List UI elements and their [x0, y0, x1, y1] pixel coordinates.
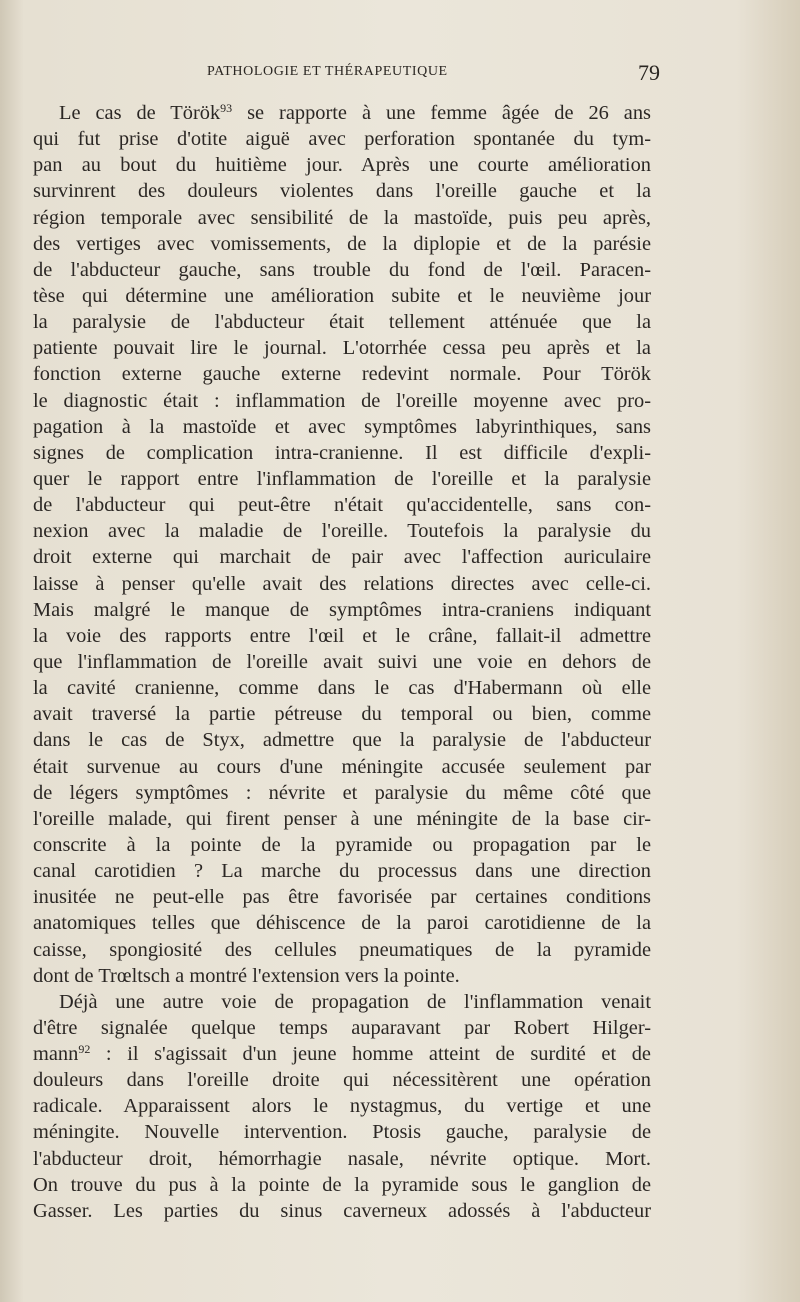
text-line	[33, 858, 651, 884]
line-text: canal carotidien ? La marche du processus dans une direction	[33, 860, 651, 883]
text-line	[33, 989, 651, 1015]
line-text: Gasser. Les parties du sinus caverneux adossés à l'abducteur	[33, 1199, 651, 1222]
text-line	[33, 623, 651, 649]
text-line	[33, 832, 651, 858]
text-line	[33, 126, 651, 152]
text-line	[33, 361, 651, 387]
text-line	[33, 283, 651, 309]
text-line	[33, 597, 651, 623]
line-text: Déjà une autre voie de propagation de l'inflammation venait	[59, 990, 651, 1013]
line-text: radicale. Apparaissent alors le nystagmus, du vertige et une	[33, 1095, 651, 1118]
line-text: inusitée ne peut-elle pas être favorisée par certaines conditions	[33, 886, 651, 909]
line-text: conscrite à la pointe de la pyramide ou propagation par le	[33, 833, 651, 856]
line-text: droit externe qui marchait de pair avec l'affection auriculaire	[33, 546, 651, 569]
text-line	[33, 675, 651, 701]
text-line	[33, 1119, 651, 1145]
line-text: qui fut prise d'otite aiguë avec perforation spontanée du tym-	[33, 128, 651, 151]
line-text: mann	[33, 1043, 79, 1066]
text-line	[33, 937, 651, 963]
line-text: fonction externe gauche externe redevint normale. Pour Török	[33, 363, 651, 386]
line-text: de l'abducteur gauche, sans trouble du fond de l'œil. Paracen-	[33, 258, 651, 281]
text-line	[33, 727, 651, 753]
text-line	[33, 388, 651, 414]
line-text: que l'inflammation de l'oreille avait suivi une voie en dehors de	[33, 650, 651, 673]
line-text: la paralysie de l'abducteur était tellement atténuée que la	[33, 311, 651, 334]
line-text: pan au bout du huitième jour. Après une courte amélioration	[33, 154, 651, 177]
running-head	[0, 60, 800, 86]
line-text: nexion avec la maladie de l'oreille. Toutefois la paralysie du	[33, 520, 651, 543]
text-line	[33, 492, 651, 518]
text-line	[33, 780, 651, 806]
text-line	[33, 100, 651, 126]
text-line	[33, 335, 651, 361]
line-text: de légers symptômes : névrite et paralysie du même côté que	[33, 781, 651, 804]
text-line	[33, 466, 651, 492]
line-text: des vertiges avec vomissements, de la diplopie et de la parésie	[33, 232, 651, 255]
line-text: l'oreille malade, qui firent penser à une méningite de la base cir-	[33, 807, 651, 830]
line-text: dans le cas de Styx, admettre que la paralysie de l'abducteur	[33, 729, 651, 752]
line-text: douleurs dans l'oreille droite qui nécessitèrent une opération	[33, 1069, 651, 1092]
line-text: patiente pouvait lire le journal. L'otorrhée cessa peu après et la	[33, 337, 651, 360]
line-text: On trouve du pus à la pointe de la pyramide sous le ganglion de	[33, 1173, 651, 1196]
line-text: de l'abducteur qui peut-être n'était qu'accidentelle, sans con-	[33, 494, 651, 517]
line-text: le diagnostic était : inflammation de l'oreille moyenne avec pro-	[33, 389, 651, 412]
footnote-ref: 93	[220, 101, 233, 115]
line-text: avait traversé la partie pétreuse du temporal ou bien, comme	[33, 703, 651, 726]
line-text: survinrent des douleurs violentes dans l'oreille gauche et la	[33, 180, 651, 203]
line-text: anatomiques telles que déhiscence de la paroi carotidienne de la	[33, 912, 651, 935]
body-text	[33, 100, 651, 1224]
line-text: la cavité cranienne, comme dans le cas d'Habermann où elle	[33, 677, 651, 700]
text-line	[33, 1015, 651, 1041]
text-line	[33, 1093, 651, 1119]
text-line	[33, 178, 651, 204]
text-line	[33, 963, 651, 989]
text-line	[33, 1172, 651, 1198]
text-line	[33, 884, 651, 910]
text-line	[33, 701, 651, 727]
text-line	[33, 649, 651, 675]
text-line	[33, 806, 651, 832]
text-line	[33, 231, 651, 257]
line-text: tèse qui détermine une amélioration subite et le neuvième jour	[33, 284, 651, 307]
text-line	[33, 205, 651, 231]
line-text: l'abducteur droit, hémorrhagie nasale, névrite optique. Mort.	[33, 1147, 651, 1170]
line-text: la voie des rapports entre l'œil et le crâne, fallait-il admettre	[33, 624, 651, 647]
running-title: PATHOLOGIE ET THÉRAPEUTIQUE	[207, 64, 448, 79]
line-text: caisse, spongiosité des cellules pneumatiques de la pyramide	[33, 938, 651, 961]
text-line	[33, 754, 651, 780]
text-line	[33, 257, 651, 283]
text-line	[33, 414, 651, 440]
line-text: Mais malgré le manque de symptômes intra-craniens indiquant	[33, 598, 651, 621]
text-line	[33, 544, 651, 570]
text-line	[33, 1041, 651, 1067]
line-text: région temporale avec sensibilité de la mastoïde, puis peu après,	[33, 206, 651, 229]
line-text: Le cas de Török	[59, 102, 221, 124]
text-line	[33, 440, 651, 466]
line-text: laisse à penser qu'elle avait des relations directes avec celle-ci.	[33, 572, 651, 595]
line-text-continued: se rapporte à une femme âgée de 26 ans	[232, 102, 651, 124]
line-text: était survenue au cours d'une méningite accusée seulement par	[33, 755, 651, 778]
text-line	[33, 518, 651, 544]
text-line	[33, 152, 651, 178]
text-line	[33, 1146, 651, 1172]
line-text-continued: : il s'agissait d'un jeune homme atteint de surdité et de	[90, 1043, 651, 1066]
text-line	[33, 309, 651, 335]
text-line	[33, 910, 651, 936]
text-line	[33, 1198, 651, 1224]
page-number: 79	[638, 60, 660, 85]
text-line	[33, 1067, 651, 1093]
line-text: pagation à la mastoïde et avec symptômes labyrinthiques, sans	[33, 415, 651, 438]
line-text: méningite. Nouvelle intervention. Ptosis gauche, paralysie de	[33, 1121, 651, 1144]
line-text: d'être signalée quelque temps auparavant par Robert Hilger-	[33, 1016, 651, 1039]
text-line	[33, 571, 651, 597]
line-text: signes de complication intra-cranienne. Il est difficile d'expli-	[33, 441, 651, 464]
line-text: quer le rapport entre l'inflammation de l'oreille et la paralysie	[33, 467, 651, 490]
line-text: dont de Trœltsch a montré l'extension vers la pointe.	[33, 964, 460, 987]
footnote-ref: 92	[78, 1042, 91, 1057]
